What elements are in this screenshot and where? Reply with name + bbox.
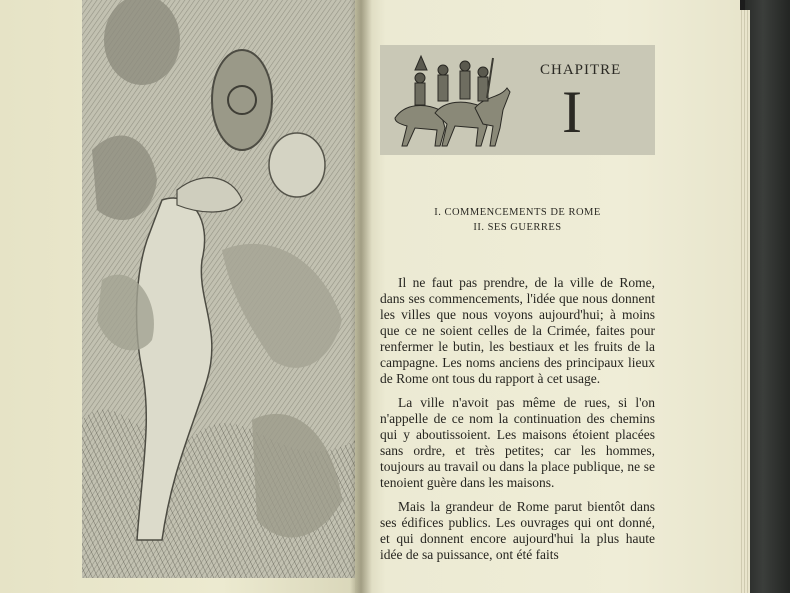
chapter-number: I bbox=[562, 79, 582, 145]
book-cover-edge bbox=[745, 0, 790, 593]
horsemen-vignette bbox=[385, 48, 515, 152]
book-gutter bbox=[350, 0, 372, 593]
chapter-subtitle-1: I. COMMENCEMENTS DE ROME bbox=[434, 207, 601, 218]
left-page bbox=[0, 0, 368, 593]
battle-relief-engraving bbox=[82, 0, 356, 578]
paragraph-1: Il ne faut pas prendre, de la ville de Rome, dans ses commencements, l'idée que nous donnent les villes que nous voyons aujourd'hui; à moins que ce ne soient celles de la Crimée, faites pour renfermer le butin, les bestiaux et les fruits de la campagne. Les noms anciens des principaux lieux de Rome ont tous du rapport à cet usage. bbox=[380, 275, 655, 386]
paragraph-3: Mais la grandeur de Rome parut bientôt dans ses édifices publics. Les ouvrages qui ont donné, et qui donnent encore aujourd'hui la plus haute idée de sa puissance, ont été faits bbox=[380, 499, 655, 562]
paragraph-2: La ville n'avoit pas même de rues, si l'on n'appelle de ce nom la continuation des chemins qui y aboutissoient. Les maisons étoient placées sans ordre, et très petites; car les hommes, toujours au travail ou dans la place publique, ne se tenoient guère dans les maisons. bbox=[380, 395, 655, 490]
chapter-subtitle-2: II. SES GUERRES bbox=[473, 222, 562, 233]
chapter-label: CHAPITRE bbox=[540, 62, 622, 78]
